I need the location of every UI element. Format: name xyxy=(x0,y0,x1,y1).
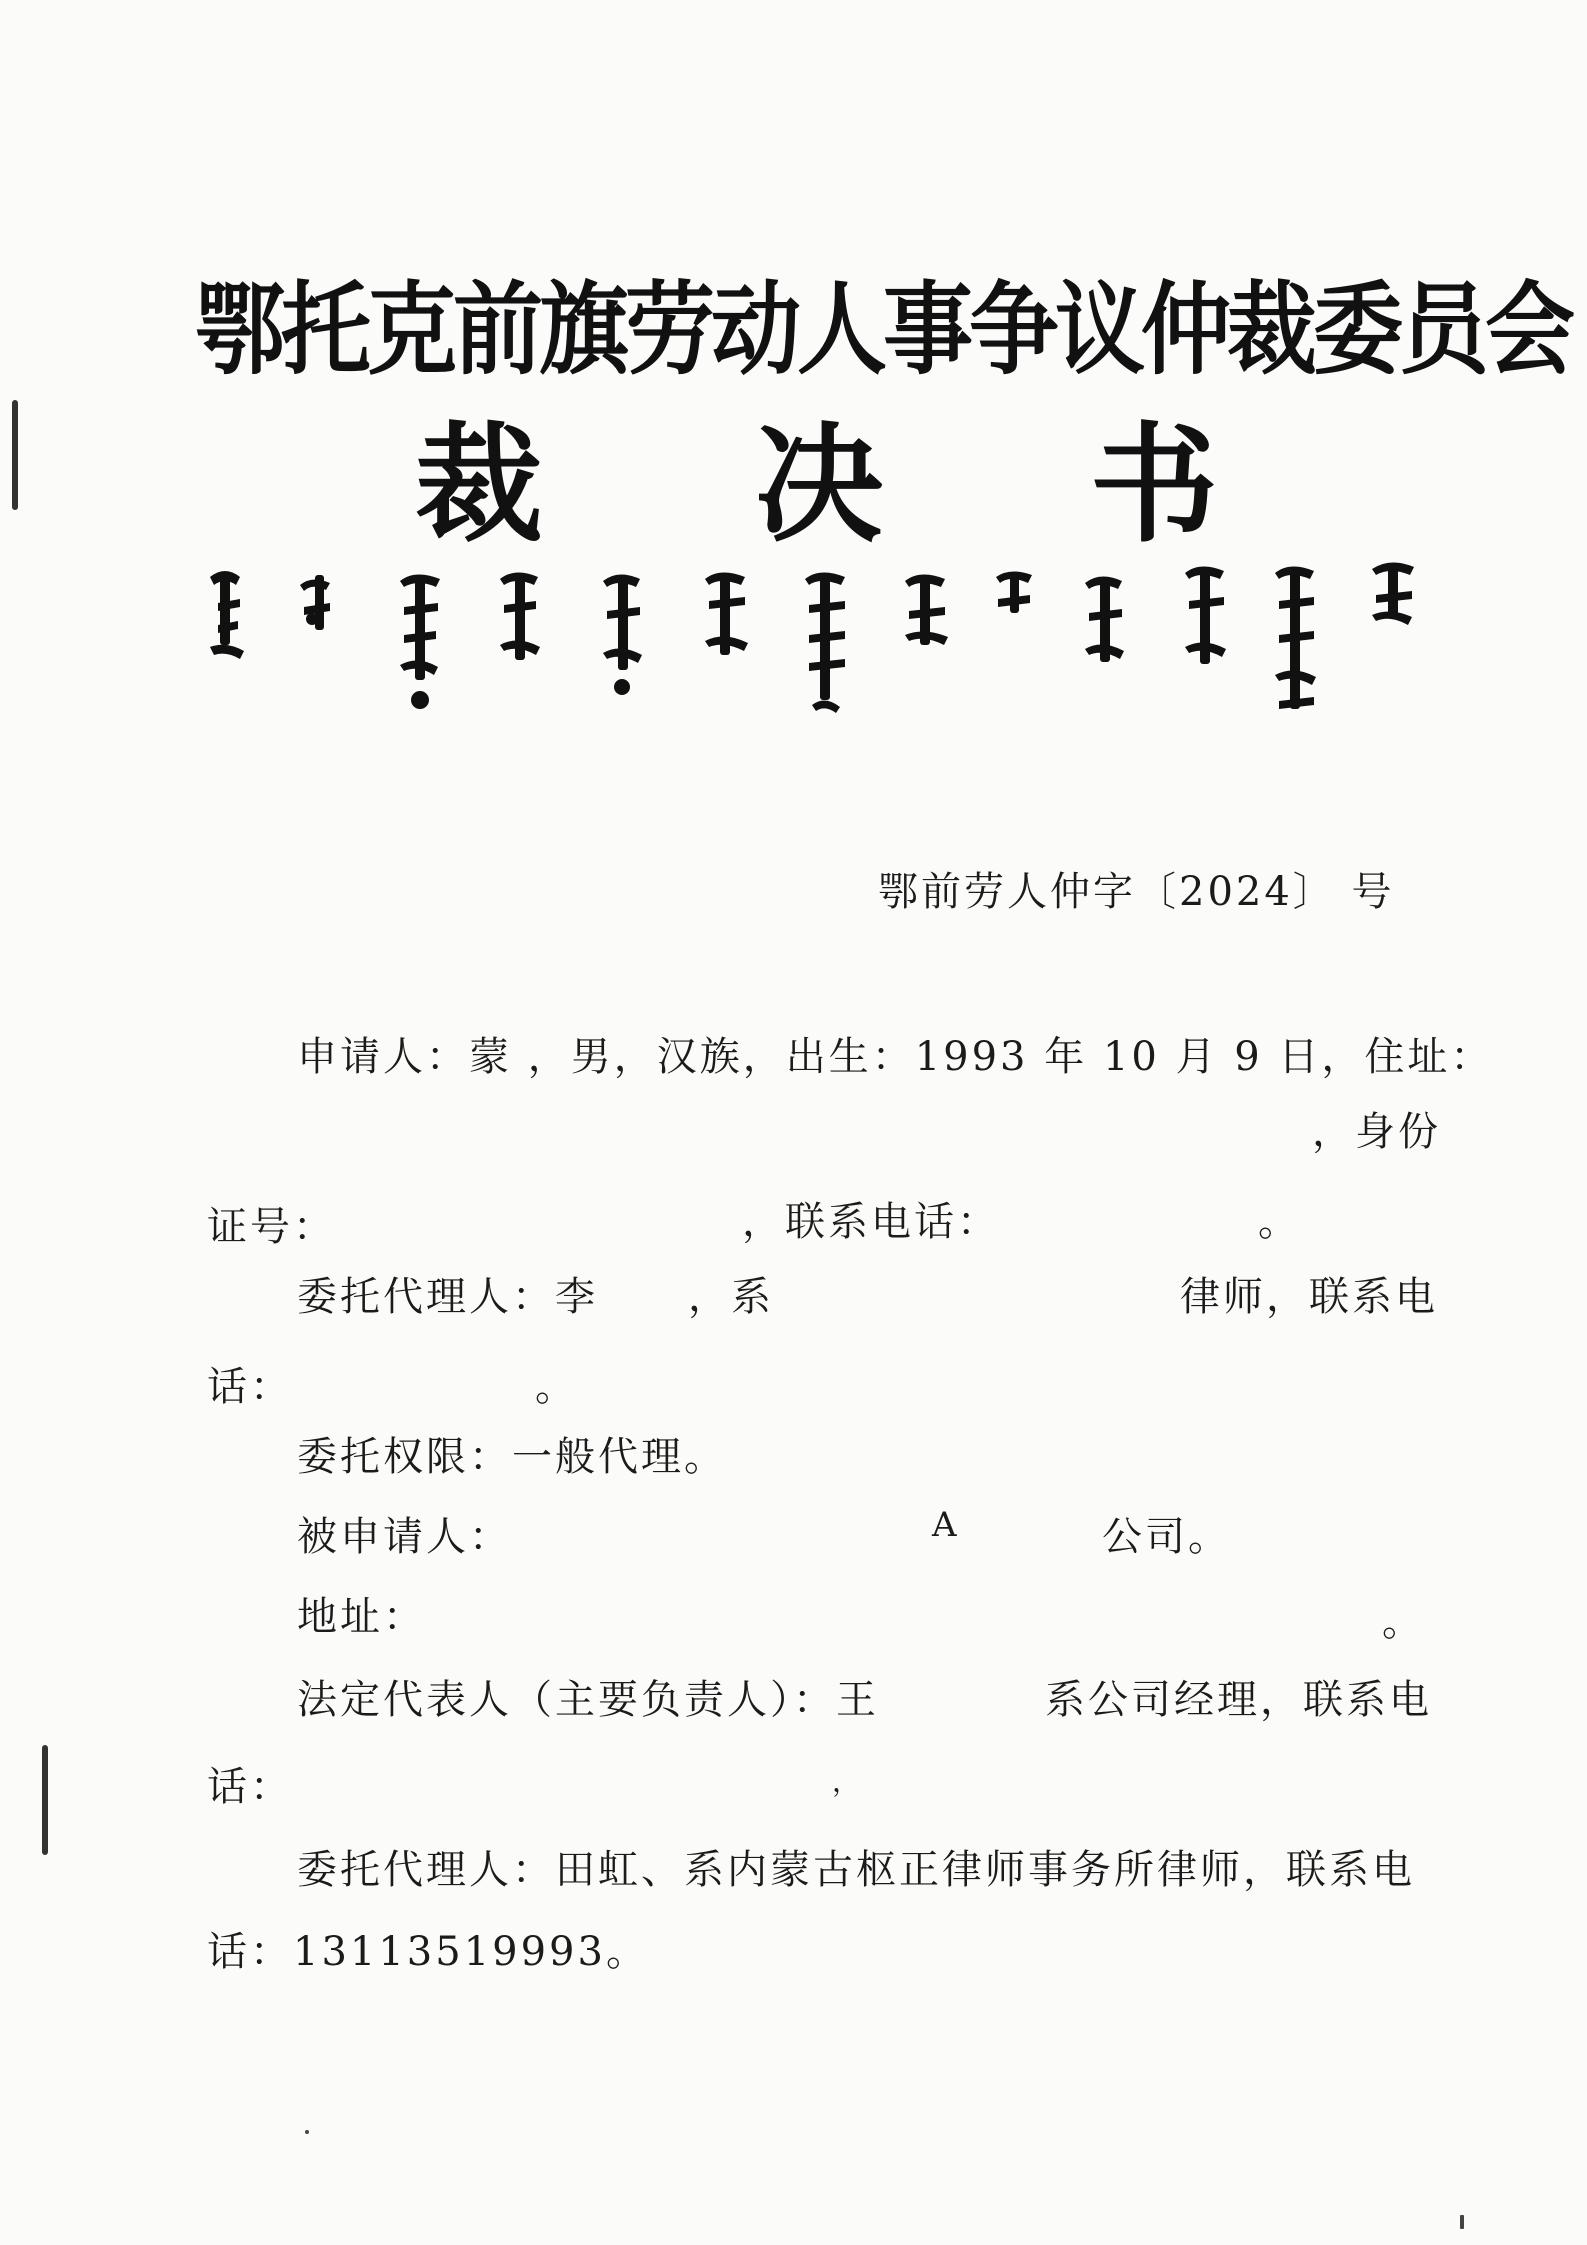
applicant-id-label: 证号： xyxy=(207,1204,336,1250)
agent1-title: 律师，联系电 xyxy=(1180,1274,1438,1320)
applicant-line-end: 。 xyxy=(1258,1199,1301,1245)
address-end: 。 xyxy=(1382,1599,1425,1645)
agent2-info: 委托代理人：田虹、系内蒙古枢正律师事务所律师，联系电 xyxy=(297,1847,1415,1893)
mongolian-word xyxy=(210,571,244,659)
respondent-name-part: A xyxy=(932,1505,960,1545)
legal-representative-line-end: ， xyxy=(832,1765,864,1798)
applicant-info-line-2: ，身份 xyxy=(1312,1109,1441,1155)
agent1-name: 委托代理人：李 xyxy=(297,1274,598,1320)
scan-speck xyxy=(1460,2215,1464,2229)
mongolian-word xyxy=(300,575,330,630)
mongolian-word xyxy=(996,571,1032,613)
respondent-label: 被申请人： xyxy=(297,1514,512,1560)
applicant-info-line-1: 申请人：蒙 ，男，汉族，出生：1993 年 10 月 9 日，住址： xyxy=(297,1034,1494,1080)
respondent-company: 公司。 xyxy=(1102,1514,1231,1560)
case-number: 鄂前劳人仲字〔2024〕 号 xyxy=(878,869,1395,915)
mongolian-word xyxy=(905,574,948,645)
mongolian-word xyxy=(805,572,845,713)
legal-representative: 法定代表人（主要负责人）：王 xyxy=(297,1677,879,1723)
mongolian-word xyxy=(705,572,748,655)
mongolian-word xyxy=(500,572,540,660)
mongolian-word xyxy=(400,574,440,709)
delegation-authority: 委托权限：一般代理。 xyxy=(297,1434,727,1480)
binder-mark-top xyxy=(12,400,18,510)
mongolian-word xyxy=(1275,566,1316,709)
binder-mark-bottom xyxy=(42,1745,48,1855)
mongolian-word xyxy=(1372,562,1414,625)
document-title-char-3: 书 xyxy=(1090,410,1219,560)
applicant-phone-label: ，联系电话： xyxy=(742,1199,1000,1245)
organization-name: 鄂托克前旗劳动人事争议仲裁委员会 xyxy=(195,271,1571,390)
mongolian-script-title xyxy=(200,555,1430,730)
agent1-affiliation-prefix: ，系 xyxy=(688,1274,774,1320)
document-title-char-1: 裁 xyxy=(415,410,544,560)
agent2-phone: 话：13113519993。 xyxy=(207,1929,649,1975)
legal-representative-title: 系公司经理，联系电 xyxy=(1045,1677,1432,1723)
agent1-phone-label: 话： xyxy=(207,1364,293,1410)
agent1-line-end: 。 xyxy=(535,1364,578,1410)
scan-speck xyxy=(305,2130,309,2134)
address-label: 地址： xyxy=(297,1594,426,1640)
document-title-char-2: 决 xyxy=(755,410,884,560)
mongolian-word xyxy=(1085,576,1124,662)
legal-representative-phone-label: 话： xyxy=(207,1764,293,1810)
mongolian-word xyxy=(1185,566,1226,664)
mongolian-word xyxy=(603,574,642,695)
